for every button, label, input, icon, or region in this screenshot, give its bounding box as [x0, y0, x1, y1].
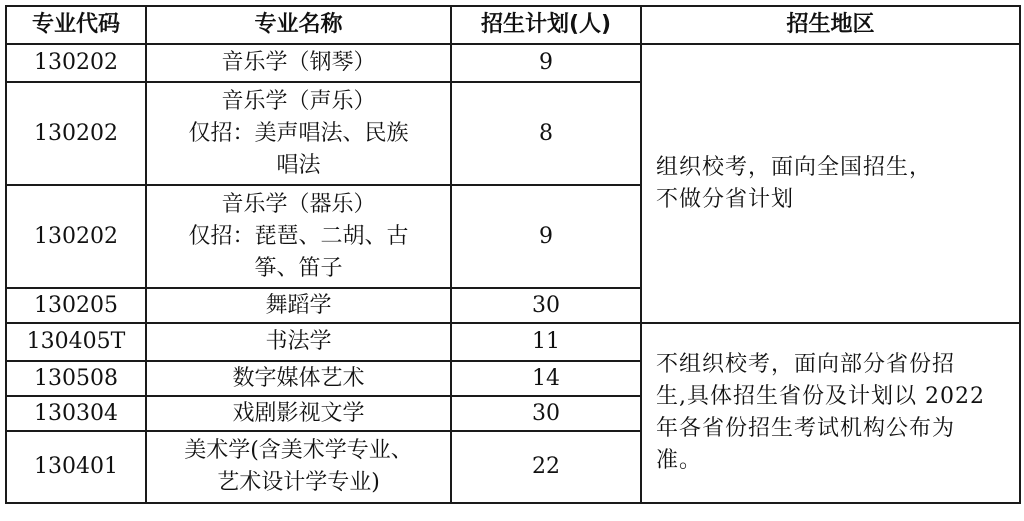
header-major-name: 专业名称	[146, 6, 451, 44]
major-name-line: 戏剧影视文学	[232, 400, 365, 426]
plan-count-cell: 11	[451, 323, 641, 361]
major-name-cell	[146, 323, 451, 361]
major-name-cell	[146, 396, 451, 431]
major-name-cell	[146, 431, 451, 503]
major-code-cell: 130202	[6, 82, 146, 185]
major-name-line: 音乐学（声乐）	[221, 88, 376, 114]
major-name-line: 美术学(含美术学专业、	[184, 438, 413, 463]
header-enrollment-region: 招生地区	[641, 6, 1020, 44]
major-code-cell: 130202	[6, 44, 146, 82]
major-name-cell	[146, 288, 451, 323]
major-code-cell: 130401	[6, 431, 146, 503]
major-code-cell: 130205	[6, 288, 146, 323]
major-name-line: 数字媒体艺术	[232, 365, 365, 391]
major-name-line: 唱法	[276, 152, 321, 178]
plan-count-cell: 8	[451, 82, 641, 185]
major-name-cell	[146, 185, 451, 288]
region-line: 准。	[656, 448, 703, 473]
major-name-cell	[146, 82, 451, 185]
major-name-line: 艺术设计学专业)	[217, 470, 380, 495]
plan-count-cell: 30	[451, 396, 641, 431]
major-code-cell: 130508	[6, 361, 146, 396]
major-name-line: 书法学	[265, 329, 332, 354]
header-enrollment-plan: 招生计划(人)	[451, 6, 641, 44]
major-name-line: 舞蹈学	[265, 292, 332, 318]
major-name-line: 仅招：琵琶、二胡、古	[188, 223, 409, 249]
plan-count-cell: 9	[451, 44, 641, 82]
admissions-plan-table	[5, 5, 1021, 504]
major-name-line: 音乐学（钢琴）	[221, 50, 376, 75]
header-row	[6, 6, 1020, 44]
plan-count-cell: 9	[451, 185, 641, 288]
major-name-line: 音乐学（器乐）	[221, 191, 376, 217]
major-name-cell	[146, 44, 451, 82]
table-row	[6, 323, 1020, 361]
region-cell-provincial	[641, 323, 1020, 503]
region-line: 不组织校考，面向部分省份招	[656, 352, 956, 377]
major-code-cell: 130202	[6, 185, 146, 288]
plan-count-cell: 14	[451, 361, 641, 396]
region-line: 组织校考，面向全国招生，	[656, 154, 933, 180]
region-line: 年各省份招生考试机构公布为	[656, 416, 956, 441]
region-cell-national	[641, 44, 1020, 323]
major-code-cell: 130304	[6, 396, 146, 431]
header-major-code: 专业代码	[6, 6, 146, 44]
major-name-cell	[146, 361, 451, 396]
major-name-line: 筝、笛子	[254, 255, 343, 281]
region-line: 不做分省计划	[656, 186, 795, 212]
table-row	[6, 44, 1020, 82]
region-line: 生,具体招生省份及计划以 2022	[656, 384, 985, 409]
major-name-line: 仅招：美声唱法、民族	[188, 120, 409, 146]
plan-count-cell: 22	[451, 431, 641, 503]
major-code-cell: 130405T	[6, 323, 146, 361]
plan-count-cell: 30	[451, 288, 641, 323]
